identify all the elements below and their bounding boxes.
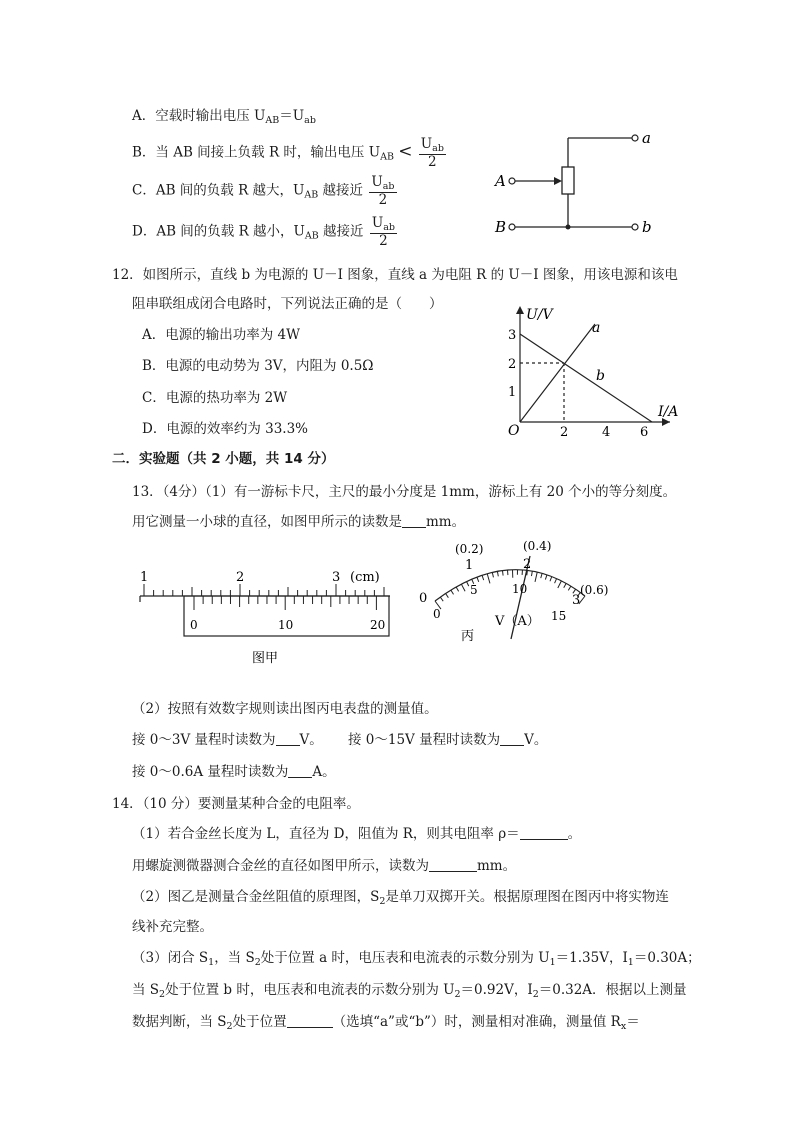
answer-blank — [429, 857, 477, 872]
label-A: A — [495, 172, 506, 190]
dial-tick — [535, 572, 537, 582]
caliper-caption: 图甲 — [252, 651, 279, 666]
q11-option-d: D．AB 间的负载 R 越小，$U_{AB}$ 越接近 $\frac{U_{ab}}{2}$ — [132, 215, 395, 249]
y-tick-1: 1 — [508, 385, 517, 400]
dial-tick — [545, 575, 547, 580]
amp-label-0.4: (0.4) — [523, 539, 552, 553]
terminal-b — [632, 224, 638, 230]
y-axis-arrow — [516, 306, 524, 314]
line-a — [520, 324, 595, 422]
inner-label-5: 5 — [470, 583, 478, 597]
dial-tick — [502, 571, 503, 576]
outer-label-0: 0 — [419, 591, 428, 606]
q14-line6: （3）闭合 $S_1$，当 $S_2$处于位置 a 时，电压表和电流表的示数分别为 $U_1=1.35V$，$I_1=0.30A$； — [132, 950, 701, 968]
q13-reading-15v: 接 0～15V 量程时读数为 V。 — [348, 732, 548, 748]
rheostat — [562, 167, 574, 194]
unit-label: (cm) — [350, 570, 380, 585]
vernier-label-10: 10 — [278, 618, 294, 632]
dial-ticks — [435, 570, 585, 609]
dial-tick — [492, 572, 493, 577]
inner-label-15: 15 — [551, 609, 567, 623]
dial-tick — [487, 574, 490, 584]
q14-line4: （2）图乙是测量合金丝阻值的原理图，$S_2$是单刀双掷开关。根据原理图在图丙中将实物连 — [132, 889, 669, 907]
line-a-label: a — [592, 320, 601, 336]
line-b — [520, 334, 652, 422]
q14-line2: （1）若合金丝长度为 L，直径为 D，阻值为 R，则其电阻率 ρ＝ 。 — [132, 826, 582, 842]
x-axis-label: I/A — [658, 404, 679, 420]
dial-tick — [446, 594, 449, 598]
section-title: 二．实验题（共 2 小题，共 14 分） — [112, 451, 335, 467]
q14-line1: 14．（10 分）要测量某种合金的电阻率。 — [112, 796, 360, 812]
dial-tick — [568, 586, 571, 590]
main-scale-ticks — [144, 584, 384, 596]
dial-tick — [564, 583, 566, 587]
x-tick-2: 2 — [560, 425, 569, 440]
terminal-B — [509, 224, 515, 230]
dial-tick — [497, 571, 498, 576]
dial-tick — [456, 587, 458, 591]
q13-reading-3v: 接 0～3V 量程时读数为 V。 — [132, 732, 323, 748]
outer-label-3: 3 — [572, 593, 581, 608]
dial-tick — [555, 579, 557, 584]
q14-line3: 用螺旋测微器测合金丝的直径如图甲所示，读数为 mm。 — [132, 858, 517, 874]
vernier-label-0: 0 — [190, 618, 198, 632]
q12-option-b: B．电源的电动势为 3V，内阻为 0.5Ω — [142, 358, 374, 374]
q14-line8: 数据判断，当 $S_2$处于位置 （选填“a”或“b”）时，测量相对准确，测量值 $R_x=$ — [132, 1014, 640, 1032]
main-label-2: 2 — [236, 570, 245, 585]
dial-tick — [531, 571, 532, 576]
q12-stem-line2: 阻串联组成闭合电路时，下列说法正确的是（ ） — [132, 296, 443, 312]
dial-tick — [467, 582, 469, 587]
fraction: $\frac{U_{ab}}{2}$ — [420, 136, 444, 170]
dial-center-label: V（A） — [495, 614, 540, 629]
origin-label: O — [508, 423, 520, 439]
answer-blank — [276, 731, 300, 746]
label-B: B — [495, 218, 507, 236]
u-i-graph — [500, 300, 700, 440]
vernier-scale-ticks — [194, 596, 376, 610]
x-tick-4: 4 — [602, 425, 611, 440]
main-label-3: 3 — [332, 570, 341, 585]
dial-caption: 丙 — [461, 629, 475, 644]
q14-line7: 当 $S_2$处于位置 b 时，电压表和电流表的示数分别为 $U_2=0.92V$，$I_2=0.32A$．根据以上测量 — [132, 982, 687, 1000]
vernier-label-20: 20 — [370, 618, 386, 632]
label-b: b — [642, 218, 652, 236]
label-a: a — [642, 129, 651, 147]
q13-part2: （2）按照有效数字规则读出图丙电表盘的测量值。 — [132, 701, 438, 717]
y-tick-3: 3 — [508, 328, 517, 343]
q11-option-a: A．空载时输出电压 $U_{AB}=U_{ab}$ — [132, 108, 316, 126]
q12-option-a: A．电源的输出功率为 4W — [142, 327, 301, 343]
q11-option-b: B．当 AB 间接上负载 R 时，输出电压 $U_{AB}$ < $\frac{U_{ab}}{2}$ — [132, 136, 444, 170]
line-b-label: b — [596, 368, 605, 384]
q14-line5: 线补充完整。 — [132, 919, 213, 935]
answer-blank — [288, 763, 312, 778]
terminal-a — [632, 135, 638, 141]
slider-arrow — [554, 177, 562, 185]
vernier-caliper-figure — [132, 562, 402, 672]
q11-option-c: C．AB 间的负载 R 越大，$U_{AB}$ 越接近 $\frac{U_{ab}}{2}$ — [132, 174, 395, 208]
main-label-1: 1 — [140, 570, 149, 585]
inner-label-0: 0 — [433, 607, 441, 621]
q13-reading-0.6a: 接 0～0.6A 量程时读数为 A。 — [132, 764, 336, 780]
answer-blank — [500, 731, 524, 746]
fraction: $\frac{U_{ab}}{2}$ — [371, 174, 395, 208]
amp-label-0.6: (0.6) — [580, 583, 609, 597]
potentiometer-circuit-diagram — [490, 125, 670, 240]
x-tick-6: 6 — [640, 425, 649, 440]
y-axis-label: U/V — [526, 307, 553, 323]
dial-tick — [482, 575, 484, 580]
outer-label-1: 1 — [465, 558, 474, 573]
inner-label-10: 10 — [512, 582, 528, 596]
dial-arc — [435, 570, 585, 601]
meter-dial-figure — [415, 536, 645, 646]
q13-line1: 13．（4分）（1）有一游标卡尺，主尺的最小分度是 1mm，游标上有 20 个小的等分刻度。 — [132, 484, 677, 500]
answer-blank — [287, 1013, 333, 1028]
dial-tick — [550, 577, 552, 582]
dial-tick — [558, 581, 562, 588]
junction-dot — [566, 225, 571, 230]
q13-line2: 用它测量一小球的直径，如图甲所示的读数是 mm。 — [132, 514, 466, 530]
y-tick-2: 2 — [508, 357, 517, 372]
terminal-A — [509, 178, 515, 184]
answer-blank — [520, 825, 568, 840]
dial-tick — [477, 577, 479, 582]
outer-label-2: 2 — [523, 557, 532, 572]
q12-option-d: D．电源的效率约为 33.3% — [142, 421, 309, 437]
fraction: $\frac{U_{ab}}{2}$ — [371, 215, 395, 249]
q12-option-c: C．电源的热功率为 2W — [142, 390, 288, 406]
dial-tick — [440, 597, 443, 601]
amp-label-0.2: (0.2) — [455, 542, 484, 556]
answer-blank — [402, 513, 426, 528]
dial-tick — [451, 590, 454, 594]
q12-stem-line1: 12．如图所示，直线 b 为电源的 U－I 图象，直线 a 为电阻 R 的 U－I 图象，用该电源和该电 — [112, 267, 678, 283]
dial-tick — [541, 573, 542, 578]
dial-tick — [461, 584, 465, 591]
